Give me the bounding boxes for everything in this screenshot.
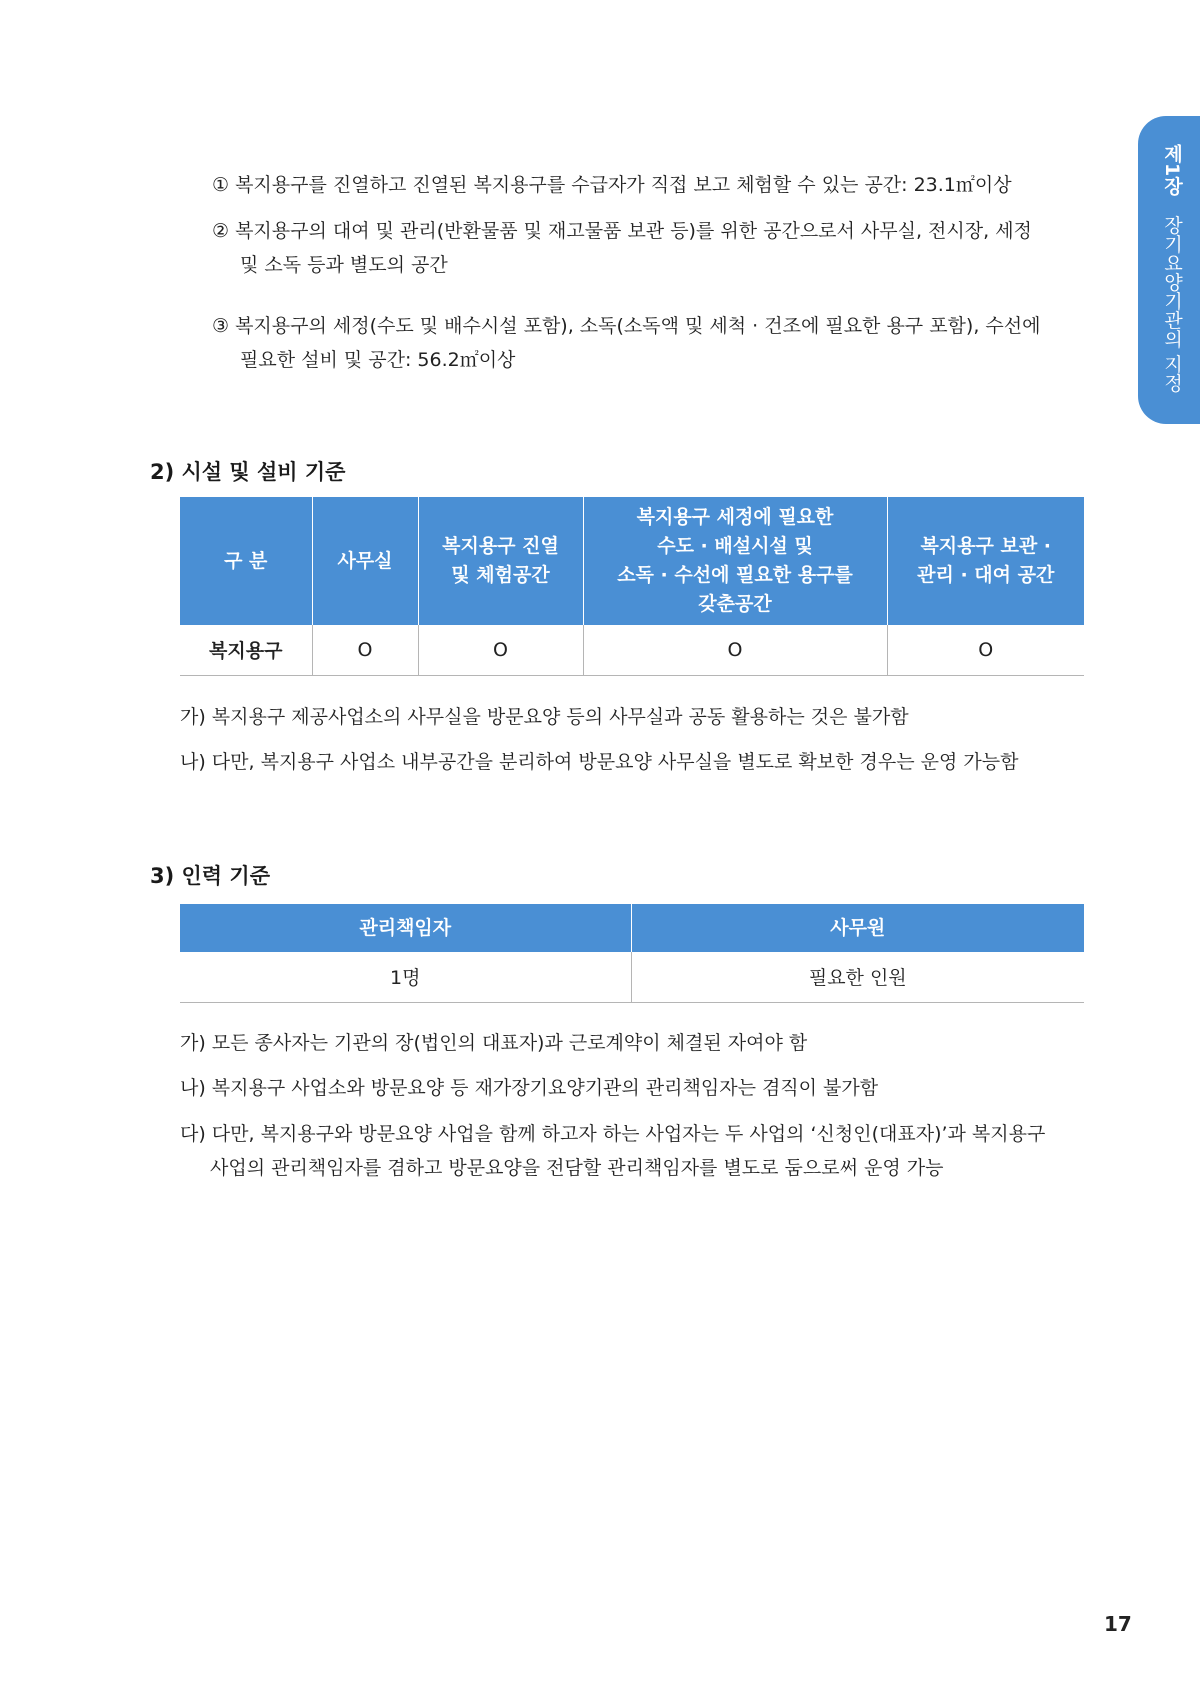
table-cell: O [583,625,887,675]
staff-table [180,904,1084,1003]
facility-header-category: 구 분 [180,497,312,625]
page-number: 17 [1104,1612,1132,1636]
facility-header-display-space: 복지용구 진열 및 체험공간 [418,497,583,625]
table-cell: 1명 [180,952,631,1002]
table-cell: O [887,625,1084,675]
staff-note-line: 가) 모든 종사자는 기관의 장(법인의 대표자)과 근로계약이 체결된 자여야 함 [180,1032,808,1054]
staff-table-header-row [180,904,1084,952]
space-item-line: 및 소독 등과 별도의 공간 [240,254,448,276]
space-item-line: ① 복지용구를 진열하고 진열된 복지용구를 수급자가 직접 보고 체험할 수 있는 공간: 23.1㎡이상 [212,174,1012,196]
chapter-side-tab [1138,116,1200,424]
staff-note-line: 사업의 관리책임자를 겸하고 방문요양을 전담할 관리책임자를 별도로 둠으로써 운영 가능 [210,1157,944,1179]
space-item-line: ③ 복지용구의 세정(수도 및 배수시설 포함), 소독(소독액 및 세척 · 건조에 필요한 용구 포함), 수선에 [212,315,1041,337]
facility-header-cleaning-space: 복지용구 세정에 필요한 수도 · 배설시설 및 소독 · 수선에 필요한 용구를 갖춘공간 [583,497,887,625]
space-item-1 [212,168,1012,202]
chapter-title: 장기요양기관의 지정 [1161,215,1183,393]
table-cell: O [312,625,418,675]
facility-header-storage-space: 복지용구 보관 · 관리 · 대여 공간 [887,497,1084,625]
facility-section-heading: 2) 시설 및 설비 기준 [150,460,346,484]
space-item-3 [212,309,1040,377]
table-row [180,952,1084,1002]
staff-note-line: 다) 다만, 복지용구와 방문요양 사업을 함께 하고자 하는 사업자는 두 사업의 ‘신청인(대표자)’과 복지용구 [180,1123,1046,1145]
staff-note-1 [180,1026,807,1060]
staff-note-line: 나) 복지용구 사업소와 방문요양 등 재가장기요양기관의 관리책임자는 겸직이 불가함 [180,1077,879,1099]
chapter-side-tab-text [1159,144,1186,392]
table-cell: 필요한 인원 [631,952,1084,1002]
space-item-2 [212,214,1032,282]
staff-section-heading: 3) 인력 기준 [150,864,270,888]
facility-note-1: 가) 복지용구 제공사업소의 사무실을 방문요양 등의 사무실과 공동 활용하는 것은 불가함 [180,706,909,728]
table-row-label: 복지용구 [180,625,312,675]
staff-note-3 [180,1117,1045,1185]
table-cell: O [418,625,583,675]
staff-header-clerk: 사무원 [631,904,1084,952]
facility-note-2: 나) 다만, 복지용구 사업소 내부공간을 분리하여 방문요양 사무실을 별도로 확보한 경우는 운영 가능함 [180,751,1019,773]
staff-header-manager: 관리책임자 [180,904,631,952]
facility-table-header-row [180,497,1084,625]
space-item-line: 필요한 설비 및 공간: 56.2㎡이상 [240,349,516,371]
facility-header-office: 사무실 [312,497,418,625]
staff-note-2 [180,1071,878,1105]
chapter-number: 제1장 [1161,144,1183,196]
space-item-line: ② 복지용구의 대여 및 관리(반환물품 및 재고물품 보관 등)를 위한 공간으로서 사무실, 전시장, 세정 [212,220,1032,242]
table-row [180,625,1084,675]
facility-table [180,497,1084,676]
